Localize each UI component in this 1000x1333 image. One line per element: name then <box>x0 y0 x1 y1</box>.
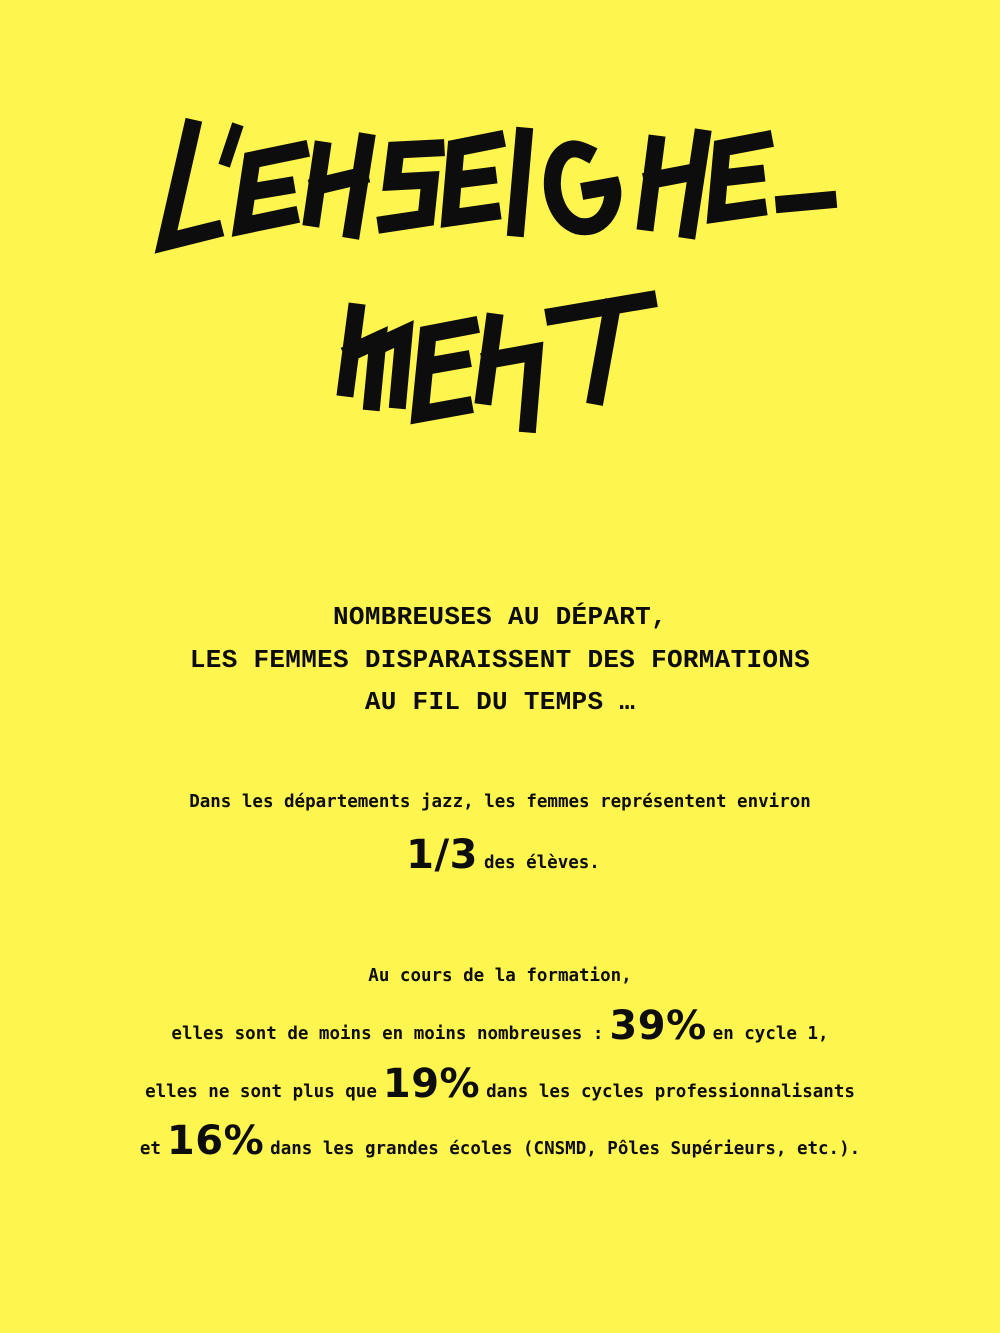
cycles-line-3-value: 16% <box>166 1118 265 1164</box>
jazz-intro-text: Dans les départements jazz, les femmes représentent environ <box>189 792 811 812</box>
letter-m <box>346 312 404 402</box>
headline <box>0 596 1000 724</box>
cycles-line-2-prefix: elles ne sont plus que <box>145 1082 377 1102</box>
cycles-line-2-value: 19% <box>382 1061 481 1107</box>
letter-s <box>386 148 436 224</box>
letter-n-2 <box>646 138 702 230</box>
cycles-line-1-prefix: elles sont de moins en moins nombreuses : <box>171 1024 604 1044</box>
title-lettering <box>0 0 1000 460</box>
cycles-line-3 <box>0 1118 1000 1164</box>
cycles-line-2-suffix: dans les cycles professionnalisants <box>486 1082 855 1102</box>
letter-n-1 <box>312 142 366 230</box>
letter-n-3 <box>484 322 534 424</box>
cycles-line-2 <box>0 1061 1000 1107</box>
title-lettering-svg <box>0 0 1000 460</box>
letter-hyphen <box>784 200 828 204</box>
letter-apostrophe <box>226 130 236 160</box>
jazz-stat-value: 1/3 <box>406 832 478 878</box>
letter-e-4 <box>420 326 470 414</box>
headline-line-1: NOMBREUSES AU DÉPART, <box>333 602 667 632</box>
letter-e-3 <box>716 140 764 214</box>
cycles-intro-text: Au cours de la formation, <box>368 966 632 986</box>
letter-t <box>554 300 648 396</box>
letter-g <box>552 149 612 227</box>
letter-l <box>166 128 214 242</box>
jazz-stat-line <box>0 832 1000 878</box>
cycles-line-3-suffix: dans les grandes écoles (CNSMD, Pôles Supérieurs, etc.). <box>270 1139 861 1159</box>
headline-line-3: AU FIL DU TEMPS … <box>364 687 636 717</box>
cycles-line-1-value: 39% <box>609 1003 707 1049</box>
letter-i <box>516 136 524 228</box>
jazz-stat-suffix: des élèves. <box>483 853 600 873</box>
cycles-line-1-suffix: en cycle 1, <box>712 1024 829 1044</box>
cycles-line-3-prefix: et <box>139 1139 161 1159</box>
letter-e-2 <box>450 140 496 218</box>
letter-e-1 <box>242 150 300 226</box>
headline-line-2: LES FEMMES DISPARAISSENT DES FORMATIONS <box>189 644 811 675</box>
cycles-line-1 <box>0 1003 1000 1049</box>
